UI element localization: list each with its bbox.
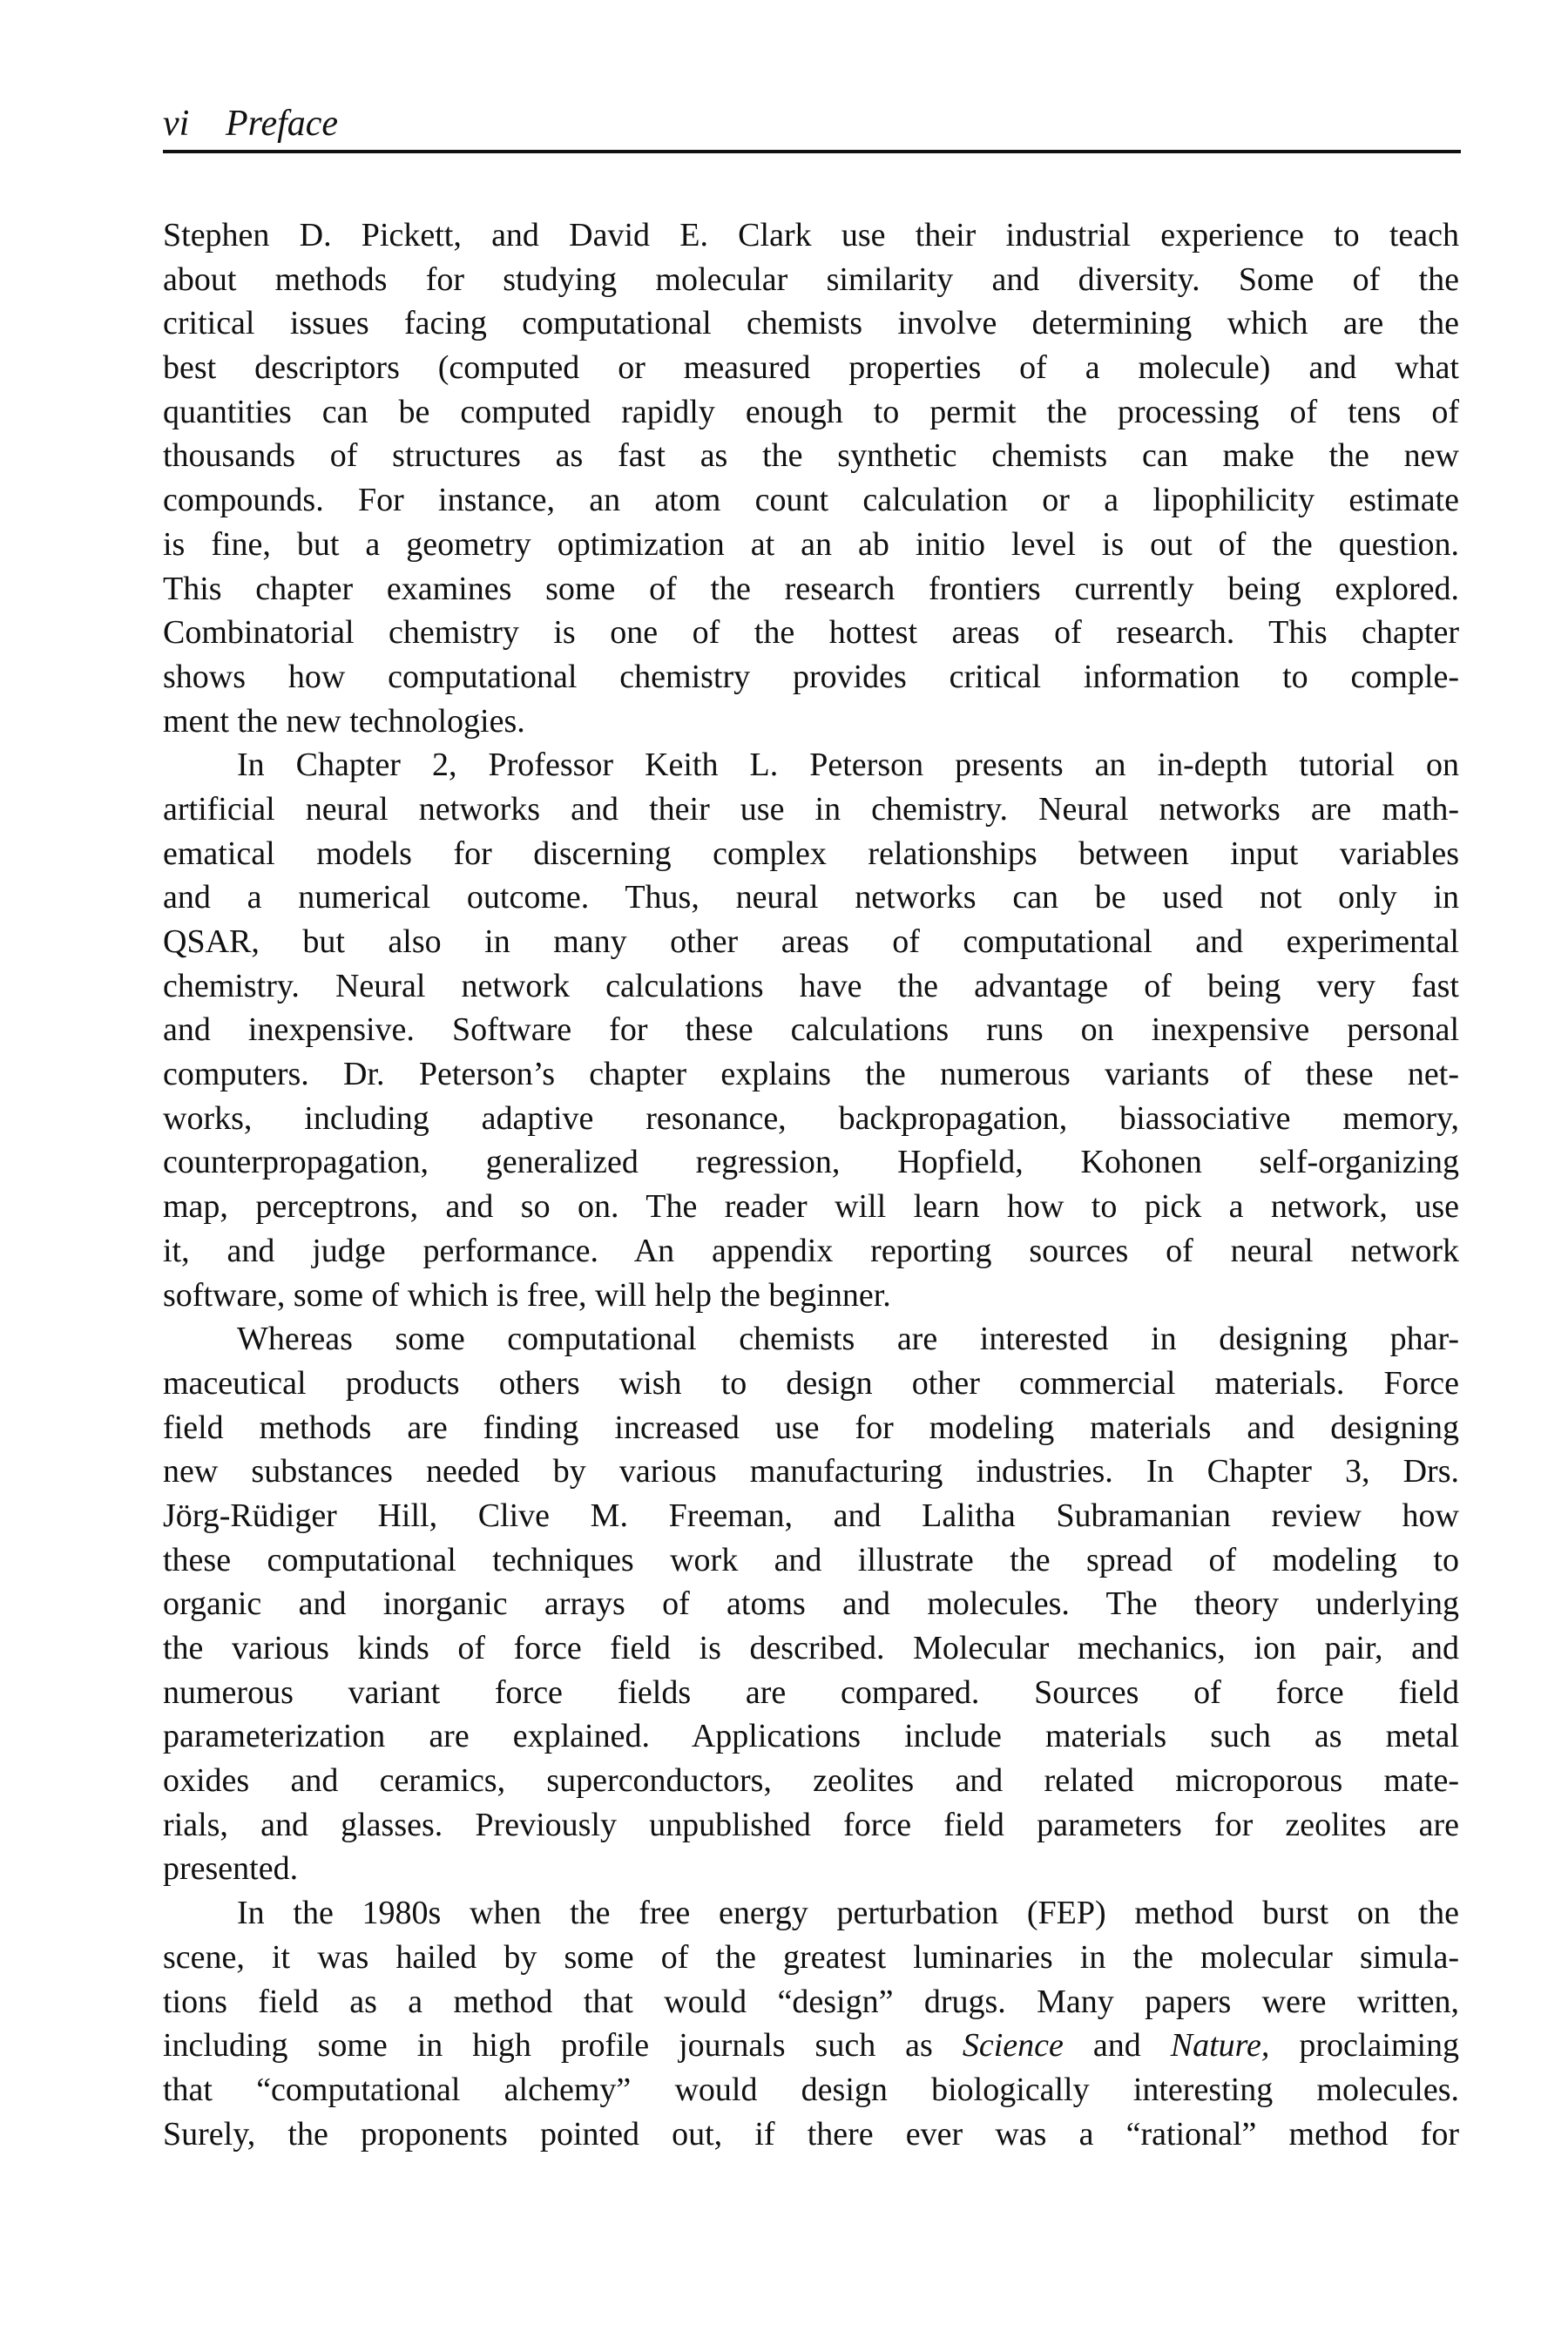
text-segment: and xyxy=(1063,2027,1171,2065)
text-line xyxy=(163,2024,1459,2068)
text-line: scene, it was hailed by some of the greatest luminaries in the molecular simula- xyxy=(163,1938,1459,1976)
text-line: the various kinds of force field is described. Molecular mechanics, ion pair, and xyxy=(163,1630,1459,1666)
text-line: organic and inorganic arrays of atoms and molecules. The theory underlying xyxy=(163,1585,1459,1623)
text-line: QSAR, but also in many other areas of computational and experimental xyxy=(163,923,1459,960)
body-text xyxy=(163,213,1459,2156)
text-line: shows how computational chemistry provides critical information to comple- xyxy=(163,658,1459,695)
text-line: compounds. For instance, an atom count calculation or a lipophilicity estimate xyxy=(163,482,1459,519)
text-line: is fine, but a geometry optimization at an ab initio level is out of the question. xyxy=(163,525,1459,563)
text-segment: proclaiming xyxy=(1269,2027,1460,2065)
text-line: artificial neural networks and their use in chemistry. Neural networks are math- xyxy=(163,790,1459,828)
text-line: ematical models for discerning complex relationships between input variables xyxy=(163,835,1459,872)
text-line: and inexpensive. Software for these calculations runs on inexpensive personal xyxy=(163,1011,1459,1049)
text-line: maceutical products others wish to design other commercial materials. Force xyxy=(163,1364,1459,1402)
text-line: chemistry. Neural network calculations have the advantage of being very fast xyxy=(163,967,1459,1004)
text-line: counterpropagation, generalized regression, Hopfield, Kohonen self-organizing xyxy=(163,1144,1459,1181)
text-line: Combinatorial chemistry is one of the hottest areas of research. This chapter xyxy=(163,614,1459,652)
text-line: presented. xyxy=(163,1850,299,1888)
text-line: works, including adaptive resonance, backpropagation, biassociative memory, xyxy=(163,1099,1459,1137)
text-line: best descriptors (computed or measured properties of a molecule) and what xyxy=(163,349,1459,387)
text-line: oxides and ceramics, superconductors, zeolites and related microporous mate- xyxy=(163,1762,1459,1800)
italic-text: Science xyxy=(962,2027,1064,2065)
text-line: it, and judge performance. An appendix reporting sources of neural network xyxy=(163,1232,1459,1269)
text-line: rials, and glasses. Previously unpublished force field parameters for zeolites are xyxy=(163,1806,1459,1843)
text-segment: including some in high profile journals such as xyxy=(163,2027,963,2065)
paragraph xyxy=(163,213,1459,743)
text-line: Surely, the proponents pointed out, if there ever was a “rational” method for xyxy=(163,2115,1459,2153)
text-line: computers. Dr. Peterson’s chapter explains the numerous variants of these net- xyxy=(163,1056,1459,1093)
text-line: field methods are finding increased use for modeling materials and designing xyxy=(163,1409,1459,1446)
text-line: In Chapter 2, Professor Keith L. Peterson presents an in-depth tutorial on xyxy=(237,747,1459,784)
paragraph xyxy=(163,1891,1459,2156)
text-line: parameterization are explained. Applications include materials such as metal xyxy=(163,1718,1459,1755)
header-rule xyxy=(163,150,1461,153)
running-title: Preface xyxy=(226,104,339,144)
running-header xyxy=(163,103,1461,152)
text-line: that “computational alchemy” would design biologically interesting molecules. xyxy=(163,2071,1459,2108)
text-line: Jörg-Rüdiger Hill, Clive M. Freeman, and Lalitha Subramanian review how xyxy=(163,1497,1459,1534)
text-line: these computational techniques work and illustrate the spread of modeling to xyxy=(163,1541,1459,1578)
text-line: Whereas some computational chemists are interested in designing phar- xyxy=(237,1321,1459,1358)
text-line: tions field as a method that would “design” drugs. Many papers were written, xyxy=(163,1983,1459,2020)
text-line: and a numerical outcome. Thus, neural networks can be used not only in xyxy=(163,879,1459,916)
text-line: critical issues facing computational chemists involve determining which are the xyxy=(163,305,1459,342)
text-line: This chapter examines some of the research frontiers currently being explored. xyxy=(163,570,1459,607)
text-line: Stephen D. Pickett, and David E. Clark use their industrial experience to teach xyxy=(163,217,1459,253)
text-line: ment the new technologies. xyxy=(163,702,525,740)
text-line: map, perceptrons, and so on. The reader will learn how to pick a network, use xyxy=(163,1188,1459,1226)
text-line: quantities can be computed rapidly enough to permit the processing of tens of xyxy=(163,393,1459,430)
text-line: new substances needed by various manufacturing industries. In Chapter 3, Drs. xyxy=(163,1453,1459,1490)
text-line: thousands of structures as fast as the synthetic chemists can make the new xyxy=(163,437,1459,475)
text-line: numerous variant force fields are compared. Sources of force field xyxy=(163,1673,1459,1711)
italic-text: Nature, xyxy=(1170,2027,1270,2065)
paragraph xyxy=(163,1317,1459,1891)
text-line: about methods for studying molecular similarity and diversity. Some of the xyxy=(163,260,1459,298)
paragraph xyxy=(163,743,1459,1317)
text-line: In the 1980s when the free energy perturbation (FEP) method burst on the xyxy=(237,1895,1459,1932)
page-number: vi xyxy=(163,104,190,144)
text-line: software, some of which is free, will help the beginner. xyxy=(163,1276,891,1314)
